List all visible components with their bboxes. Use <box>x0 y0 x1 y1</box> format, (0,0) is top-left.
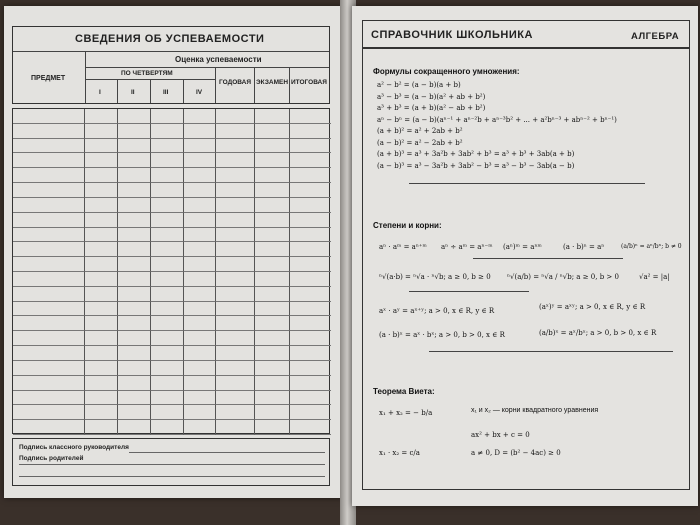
grade-cell <box>13 213 85 228</box>
quarter-4: IV <box>196 89 203 96</box>
grade-cell <box>85 420 118 435</box>
grade-cell <box>13 183 85 198</box>
grade-cell <box>290 316 331 331</box>
root-abs: √a² = |a| <box>639 273 670 281</box>
grade-cell <box>255 124 290 139</box>
mult-formula: a² − b² = (a − b)(a + b) <box>377 81 461 89</box>
grades-table <box>12 108 330 434</box>
col-quarters-label: ПО ЧЕТВЕРТЯМ <box>121 70 173 77</box>
grade-cell <box>184 198 216 213</box>
grade-cell <box>216 272 255 287</box>
quarter-3: III <box>163 89 169 96</box>
grade-cell <box>184 183 216 198</box>
grade-cell <box>13 346 85 361</box>
grade-cell <box>255 376 290 391</box>
mult-formula: (a − b)³ = a³ − 3a²b + 3ab² − b³ = a³ − b³ − 3ab(a − b) <box>377 161 575 170</box>
grade-cell <box>85 346 118 361</box>
grade-cell <box>184 346 216 361</box>
grade-cell <box>216 302 255 317</box>
grade-cell <box>85 109 118 124</box>
grade-cell <box>118 153 151 168</box>
grade-cell <box>13 272 85 287</box>
grade-cell <box>255 242 290 257</box>
grade-cell <box>290 109 331 124</box>
grade-cell <box>118 316 151 331</box>
section-mult-title: Формулы сокращенного умножения: <box>373 67 520 76</box>
vieta-sum: x₁ + x₂ = − b/a <box>379 409 433 417</box>
grade-cell <box>216 183 255 198</box>
grade-cell <box>151 168 184 183</box>
grade-cell <box>13 391 85 406</box>
grade-cell <box>13 287 85 302</box>
signature-teacher-label: Подпись классного руководителя <box>19 444 129 451</box>
grade-cell <box>85 302 118 317</box>
grade-cell <box>290 376 331 391</box>
grade-cell <box>184 376 216 391</box>
grade-cell <box>255 287 290 302</box>
grade-cell <box>255 139 290 154</box>
grade-cell <box>13 420 85 435</box>
grade-cell <box>216 242 255 257</box>
grade-cell <box>85 242 118 257</box>
power-of-fraction: (a/b)ⁿ = aⁿ/bⁿ; b ≠ 0 <box>621 243 682 250</box>
grade-cell <box>118 405 151 420</box>
col-year-label: ГОДОВАЯ <box>219 79 251 86</box>
grade-cell <box>290 302 331 317</box>
grade-cell <box>216 109 255 124</box>
power-quotient: aⁿ ÷ aᵐ = aⁿ⁻ᵐ <box>441 243 493 251</box>
grade-cell <box>85 287 118 302</box>
grade-cell <box>151 183 184 198</box>
grade-cell <box>290 346 331 361</box>
grade-cell <box>13 153 85 168</box>
grade-cell <box>13 228 85 243</box>
grade-cell <box>85 376 118 391</box>
real-power-of-fraction: (a/b)ˣ = aˣ/bˣ; a > 0, b > 0, x ∈ R <box>539 329 657 337</box>
grade-cell <box>151 109 184 124</box>
power-of-product: (a · b)ⁿ = aⁿ <box>563 243 605 251</box>
grade-cell <box>151 124 184 139</box>
grade-cell <box>151 346 184 361</box>
grade-cell <box>290 405 331 420</box>
grade-cell <box>151 257 184 272</box>
power-product: aⁿ · aᵐ = aⁿ⁺ᵐ <box>379 243 427 251</box>
grade-cell <box>118 346 151 361</box>
grade-cell <box>290 420 331 435</box>
grade-cell <box>85 257 118 272</box>
grade-cell <box>184 287 216 302</box>
grade-cell <box>151 331 184 346</box>
grade-cell <box>118 213 151 228</box>
grade-cell <box>85 153 118 168</box>
grade-cell <box>255 198 290 213</box>
grade-cell <box>85 139 118 154</box>
grade-cell <box>13 124 85 139</box>
power-of-power: (aⁿ)ᵐ = aⁿᵐ <box>503 243 542 251</box>
grade-cell <box>151 228 184 243</box>
grade-cell <box>85 183 118 198</box>
vieta-equation: ax² + bx + c = 0 <box>471 431 530 439</box>
grade-cell <box>85 213 118 228</box>
grade-cell <box>255 257 290 272</box>
col-exam-label: ЭКЗАМЕН <box>256 79 289 86</box>
grade-cell <box>13 109 85 124</box>
quarter-1: I <box>99 89 101 96</box>
grade-cell <box>184 242 216 257</box>
left-page <box>4 6 344 498</box>
mult-formula: a³ + b³ = (a + b)(a² − ab + b²) <box>377 104 486 112</box>
grade-cell <box>13 242 85 257</box>
grade-cell <box>13 139 85 154</box>
grade-cell <box>85 331 118 346</box>
grade-cell <box>151 139 184 154</box>
root-product: ⁿ√(a·b) = ⁿ√a · ⁿ√b; a ≥ 0, b ≥ 0 <box>379 273 491 281</box>
quarter-2: II <box>131 89 135 96</box>
grade-cell <box>118 228 151 243</box>
reference-frame <box>362 20 690 490</box>
vieta-condition: a ≠ 0, D = (b² − 4ac) ≥ 0 <box>471 449 561 457</box>
grade-cell <box>290 153 331 168</box>
grade-cell <box>216 168 255 183</box>
grade-cell <box>184 124 216 139</box>
grade-cell <box>118 168 151 183</box>
grade-cell <box>216 153 255 168</box>
grade-cell <box>151 316 184 331</box>
grade-cell <box>151 420 184 435</box>
grade-cell <box>290 331 331 346</box>
grade-cell <box>216 391 255 406</box>
mult-formula: a³ − b³ = (a − b)(a² + ab + b²) <box>377 92 486 101</box>
grade-cell <box>290 361 331 376</box>
grade-cell <box>85 361 118 376</box>
grade-cell <box>290 168 331 183</box>
grade-cell <box>290 391 331 406</box>
grade-cell <box>216 376 255 391</box>
grade-cell <box>255 331 290 346</box>
grade-cell <box>85 124 118 139</box>
subject-label: АЛГЕБРА <box>631 31 680 42</box>
grade-cell <box>184 391 216 406</box>
mult-formula: (a + b)² = a² + 2ab + b² <box>377 127 463 135</box>
grade-cell <box>216 287 255 302</box>
grade-cell <box>184 272 216 287</box>
grade-cell <box>255 213 290 228</box>
grade-cell <box>184 213 216 228</box>
grade-cell <box>151 287 184 302</box>
grade-cell <box>255 168 290 183</box>
grade-cell <box>255 153 290 168</box>
grade-cell <box>216 361 255 376</box>
grade-cell <box>118 124 151 139</box>
col-grades-label: Оценка успеваемости <box>175 55 262 64</box>
grade-cell <box>216 331 255 346</box>
grade-cell <box>290 287 331 302</box>
grade-cell <box>151 153 184 168</box>
grade-cell <box>255 361 290 376</box>
grade-cell <box>290 228 331 243</box>
grade-cell <box>118 242 151 257</box>
vieta-roots-note: x₁ и x₂ — корни квадратного уравнения <box>471 407 599 414</box>
signature-parents-label: Подпись родителей <box>19 455 84 462</box>
grade-cell <box>216 228 255 243</box>
grade-cell <box>118 376 151 391</box>
grade-cell <box>216 420 255 435</box>
right-page <box>352 6 698 506</box>
page-title-grades: СВЕДЕНИЯ ОБ УСПЕВАЕМОСТИ <box>75 33 265 45</box>
grade-cell <box>13 405 85 420</box>
grade-cell <box>255 316 290 331</box>
grade-cell <box>290 139 331 154</box>
col-subject-label: ПРЕДМЕТ <box>31 75 66 82</box>
grade-cell <box>13 257 85 272</box>
grade-cell <box>118 287 151 302</box>
page-title-reference: СПРАВОЧНИК ШКОЛЬНИКА <box>371 29 533 41</box>
grade-cell <box>255 302 290 317</box>
grade-cell <box>85 168 118 183</box>
col-final-label: ИТОГОВАЯ <box>291 79 327 86</box>
grade-cell <box>255 346 290 361</box>
grade-cell <box>151 376 184 391</box>
grade-cell <box>13 361 85 376</box>
grade-cell <box>290 124 331 139</box>
grade-cell <box>216 139 255 154</box>
grade-cell <box>255 405 290 420</box>
grade-cell <box>290 257 331 272</box>
grade-cell <box>216 198 255 213</box>
grade-cell <box>255 109 290 124</box>
grade-cell <box>151 302 184 317</box>
grade-cell <box>13 198 85 213</box>
mult-formula: aⁿ − bⁿ = (a − b)(aⁿ⁻¹ + aⁿ⁻²b + aⁿ⁻³b² + ... + a²bⁿ⁻³ + abⁿ⁻² + bⁿ⁻¹) <box>377 115 617 124</box>
grade-cell <box>184 168 216 183</box>
grade-cell <box>118 109 151 124</box>
grade-cell <box>151 405 184 420</box>
grade-cell <box>290 183 331 198</box>
grade-cell <box>184 109 216 124</box>
grade-cell <box>151 361 184 376</box>
grade-cell <box>290 242 331 257</box>
grade-cell <box>216 213 255 228</box>
grade-cell <box>151 242 184 257</box>
grade-cell <box>184 361 216 376</box>
grade-cell <box>85 316 118 331</box>
grade-cell <box>255 228 290 243</box>
grade-cell <box>13 331 85 346</box>
grade-cell <box>184 331 216 346</box>
section-powers-title: Степени и корни: <box>373 221 442 230</box>
grade-cell <box>13 316 85 331</box>
grade-cell <box>255 391 290 406</box>
real-power-of-power: (aˣ)ʸ = aˣʸ; a > 0, x ∈ R, y ∈ R <box>539 303 646 311</box>
grade-cell <box>184 257 216 272</box>
grade-cell <box>184 153 216 168</box>
grade-cell <box>216 124 255 139</box>
grade-cell <box>216 316 255 331</box>
grade-cell <box>290 198 331 213</box>
root-quotient: ⁿ√(a/b) = ⁿ√a / ⁿ√b; a ≥ 0, b > 0 <box>507 273 619 281</box>
grade-cell <box>85 228 118 243</box>
grade-cell <box>290 213 331 228</box>
grade-cell <box>118 302 151 317</box>
grade-cell <box>290 272 331 287</box>
grade-cell <box>85 405 118 420</box>
grade-cell <box>151 198 184 213</box>
grade-cell <box>118 272 151 287</box>
grade-cell <box>85 391 118 406</box>
grade-cell <box>13 168 85 183</box>
grade-cell <box>216 405 255 420</box>
grade-cell <box>216 346 255 361</box>
grade-cell <box>184 405 216 420</box>
grade-cell <box>118 139 151 154</box>
grade-cell <box>255 272 290 287</box>
grade-cell <box>216 257 255 272</box>
grade-cell <box>151 272 184 287</box>
grade-cell <box>13 302 85 317</box>
grade-cell <box>118 183 151 198</box>
grades-header-box <box>12 26 330 104</box>
real-power-product: aˣ · aʸ = aˣ⁺ʸ; a > 0, x ∈ R, y ∈ R <box>379 307 495 315</box>
grade-cell <box>118 391 151 406</box>
grade-cell <box>118 361 151 376</box>
grade-cell <box>184 316 216 331</box>
grade-cell <box>151 391 184 406</box>
grade-cell <box>118 198 151 213</box>
grade-cell <box>184 139 216 154</box>
mult-formula: (a − b)² = a² − 2ab + b² <box>377 138 463 147</box>
signature-box <box>12 438 330 486</box>
mult-formula: (a + b)³ = a³ + 3a²b + 3ab² + b³ = a³ + b³ + 3ab(a + b) <box>377 150 575 158</box>
grade-cell <box>13 376 85 391</box>
real-power-of-product: (a · b)ˣ = aˣ · bˣ; a > 0, b > 0, x ∈ R <box>379 331 505 339</box>
grade-cell <box>118 257 151 272</box>
grade-cell <box>255 183 290 198</box>
grade-cell <box>255 420 290 435</box>
grade-cell <box>184 420 216 435</box>
grade-cell <box>118 331 151 346</box>
grade-cell <box>85 198 118 213</box>
grade-cell <box>151 213 184 228</box>
vieta-product: x₁ · x₂ = c/a <box>379 449 420 457</box>
grade-cell <box>85 272 118 287</box>
grade-cell <box>118 420 151 435</box>
section-vieta-title: Теорема Виета: <box>373 387 435 396</box>
grade-cell <box>184 302 216 317</box>
grade-cell <box>184 228 216 243</box>
